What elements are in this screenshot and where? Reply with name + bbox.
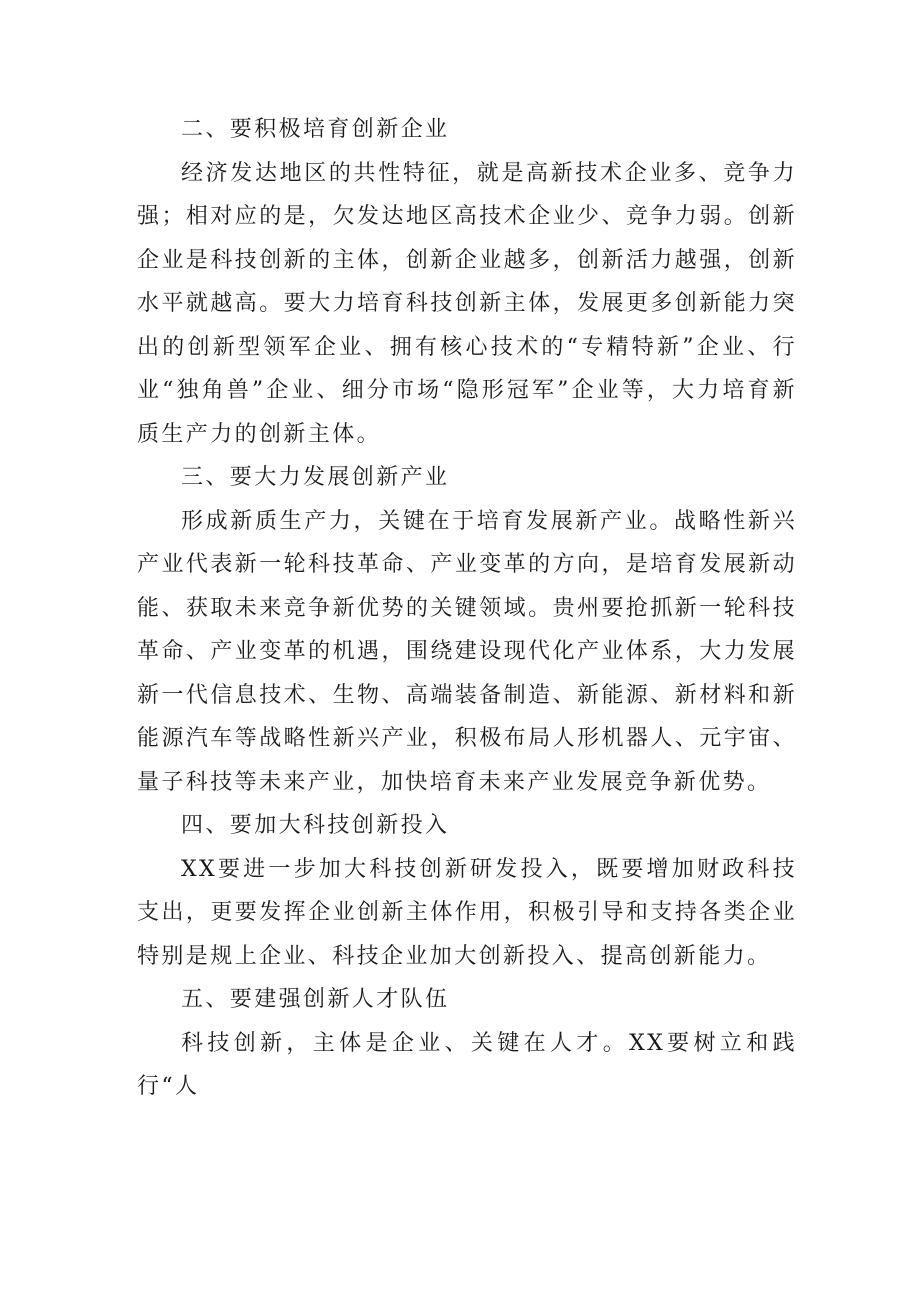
section-paragraph-3: 形成新质生产力，关键在于培育发展新产业。战略性新兴产业代表新一轮科技革命、产业变革的方向，是培育发展新动能、获取未来竞争新优势的关键领域。贵州要抢抓新一轮科技革命、产业变革的机遇，围绕建设现代化产业体系，大力发展新一代信息技术、生物、高端装备制造、新能源、新材料和新能源汽车等战略性新兴产业，积极布局人形机器人、元宇宙、量子科技等未来产业，加快培育未来产业发展竞争新优势。	[137, 508, 797, 795]
section-heading-2: 二、要积极培育创新企业	[181, 117, 450, 142]
section-heading-3: 三、要大力发展创新产业	[181, 465, 450, 490]
document-body	[137, 108, 797, 1109]
section-paragraph-5: 科技创新，主体是企业、关键在人才。XX要树立和践行“人	[137, 1030, 797, 1099]
section-heading-5: 五、要建强创新人才队伍	[181, 987, 450, 1012]
section-heading-4: 四、要加大科技创新投入	[181, 813, 450, 838]
section-paragraph-2: 经济发达地区的共性特征，就是高新技术企业多、竞争力强；相对应的是，欠发达地区高技术企业少、竞争力弱。创新企业是科技创新的主体，创新企业越多，创新活力越强，创新水平就越高。要大力培育科技创新主体，发展更多创新能力突出的创新型领军企业、拥有核心技术的“专精特新”企业、行业“独角兽”企业、细分市场“隐形冠军”企业等，大力培育新质生产力的创新主体。	[137, 160, 797, 447]
section-paragraph-4: XX要进一步加大科技创新研发投入，既要增加财政科技支出，更要发挥企业创新主体作用，积极引导和支持各类企业特别是规上企业、科技企业加大创新投入、提高创新能力。	[137, 856, 797, 969]
